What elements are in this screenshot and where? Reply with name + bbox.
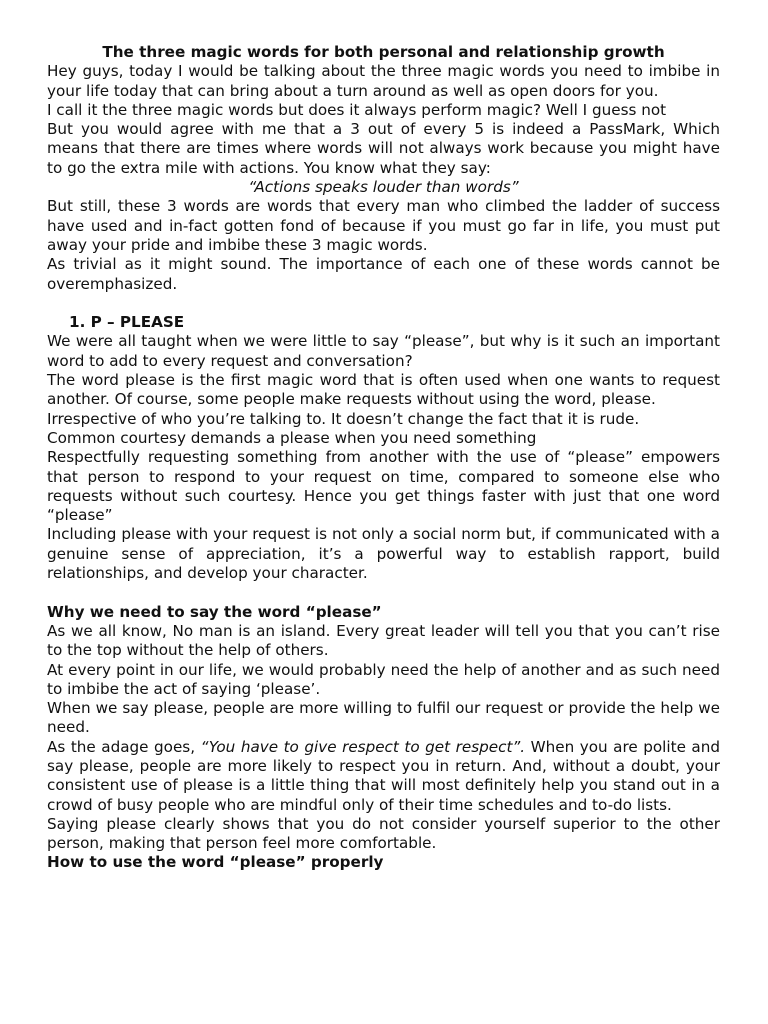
- why-paragraph-4-rest: When you are polite and say please, people are more likely to respect you in return. And, without a doubt, your consistent use of please is a little thing that will most definitely help you stand out in a crowd of busy people who are mindful only of their time schedules and to-do lists.: [47, 737, 721, 814]
- why-paragraph-2: At every point in our life, we would probably need the help of another and as such need to imbibe the act of saying ‘please’.: [47, 660, 720, 698]
- why-paragraph-3: When we say please, people are more willing to fulfil our request or provide the help we need.: [47, 699, 720, 737]
- section-heading-how-please: How to use the word “please” properly: [47, 853, 384, 872]
- please-paragraph-2: The word please is the first magic word that is often used when one wants to request another. Of course, some people make requests without using the word, please.: [47, 371, 720, 409]
- intro-paragraph-5: As trivial as it might sound. The importance of each one of these words cannot be overemphasized.: [47, 255, 720, 293]
- why-paragraph-1: As we all know, No man is an island. Every great leader will tell you that you can’t rise to the top without the help of others.: [47, 621, 720, 660]
- quote-line: “Actions speaks louder than words”: [248, 178, 519, 197]
- please-paragraph-3: Irrespective of who you’re talking to. It doesn’t change the fact that it is rude.: [47, 409, 640, 428]
- please-paragraph-5: Respectfully requesting something from another with the use of “please” empowers that person to respond to your request on time, compared to someone else who requests without such courtesy. Hence you get things faster with just that one word “please”: [47, 448, 720, 525]
- why-paragraph-4: [47, 738, 720, 815]
- document-page: [47, 43, 720, 873]
- intro-paragraph-2: I call it the three magic words but does it always perform magic? Well I guess not: [47, 100, 667, 119]
- please-paragraph-1: We were all taught when we were little to say “please”, but why is it such an important word to add to every request and conversation?: [47, 332, 720, 370]
- intro-paragraph-4: But still, these 3 words are words that every man who climbed the ladder of success have used and in-fact gotten fond of because if you must go far in life, you must put away your pride and imbibe these 3 magic words.: [47, 197, 720, 254]
- why-paragraph-4-lead: As the adage goes,: [47, 737, 201, 756]
- document-title: The three magic words for both personal and relationship growth: [102, 43, 665, 61]
- blank-line: [47, 583, 720, 602]
- why-paragraph-5: Saying please clearly shows that you do not consider yourself superior to the other person, making that person feel more comfortable.: [47, 814, 720, 853]
- blank-line: [47, 294, 720, 313]
- intro-paragraph-3: But you would agree with me that a 3 out of every 5 is indeed a PassMark, Which means that there are times where words will not always work because you might have to go the extra mile with actions. You know what they say:: [47, 120, 720, 177]
- section-heading-why-please: Why we need to say the word “please”: [47, 602, 382, 621]
- please-paragraph-6: Including please with your request is not only a social norm but, if communicated with a genuine sense of appreciation, it’s a powerful way to establish rapport, build relationships, and develop your character.: [47, 525, 720, 583]
- please-paragraph-4: Common courtesy demands a please when you need something: [47, 428, 537, 447]
- adage-quote: “You have to give respect to get respect”.: [200, 737, 526, 756]
- section-heading-please: 1. P – PLEASE: [69, 313, 185, 332]
- intro-paragraph-1: Hey guys, today I would be talking about the three magic words you need to imbibe in your life today that can bring about a turn around as well as open doors for you.: [47, 62, 720, 100]
